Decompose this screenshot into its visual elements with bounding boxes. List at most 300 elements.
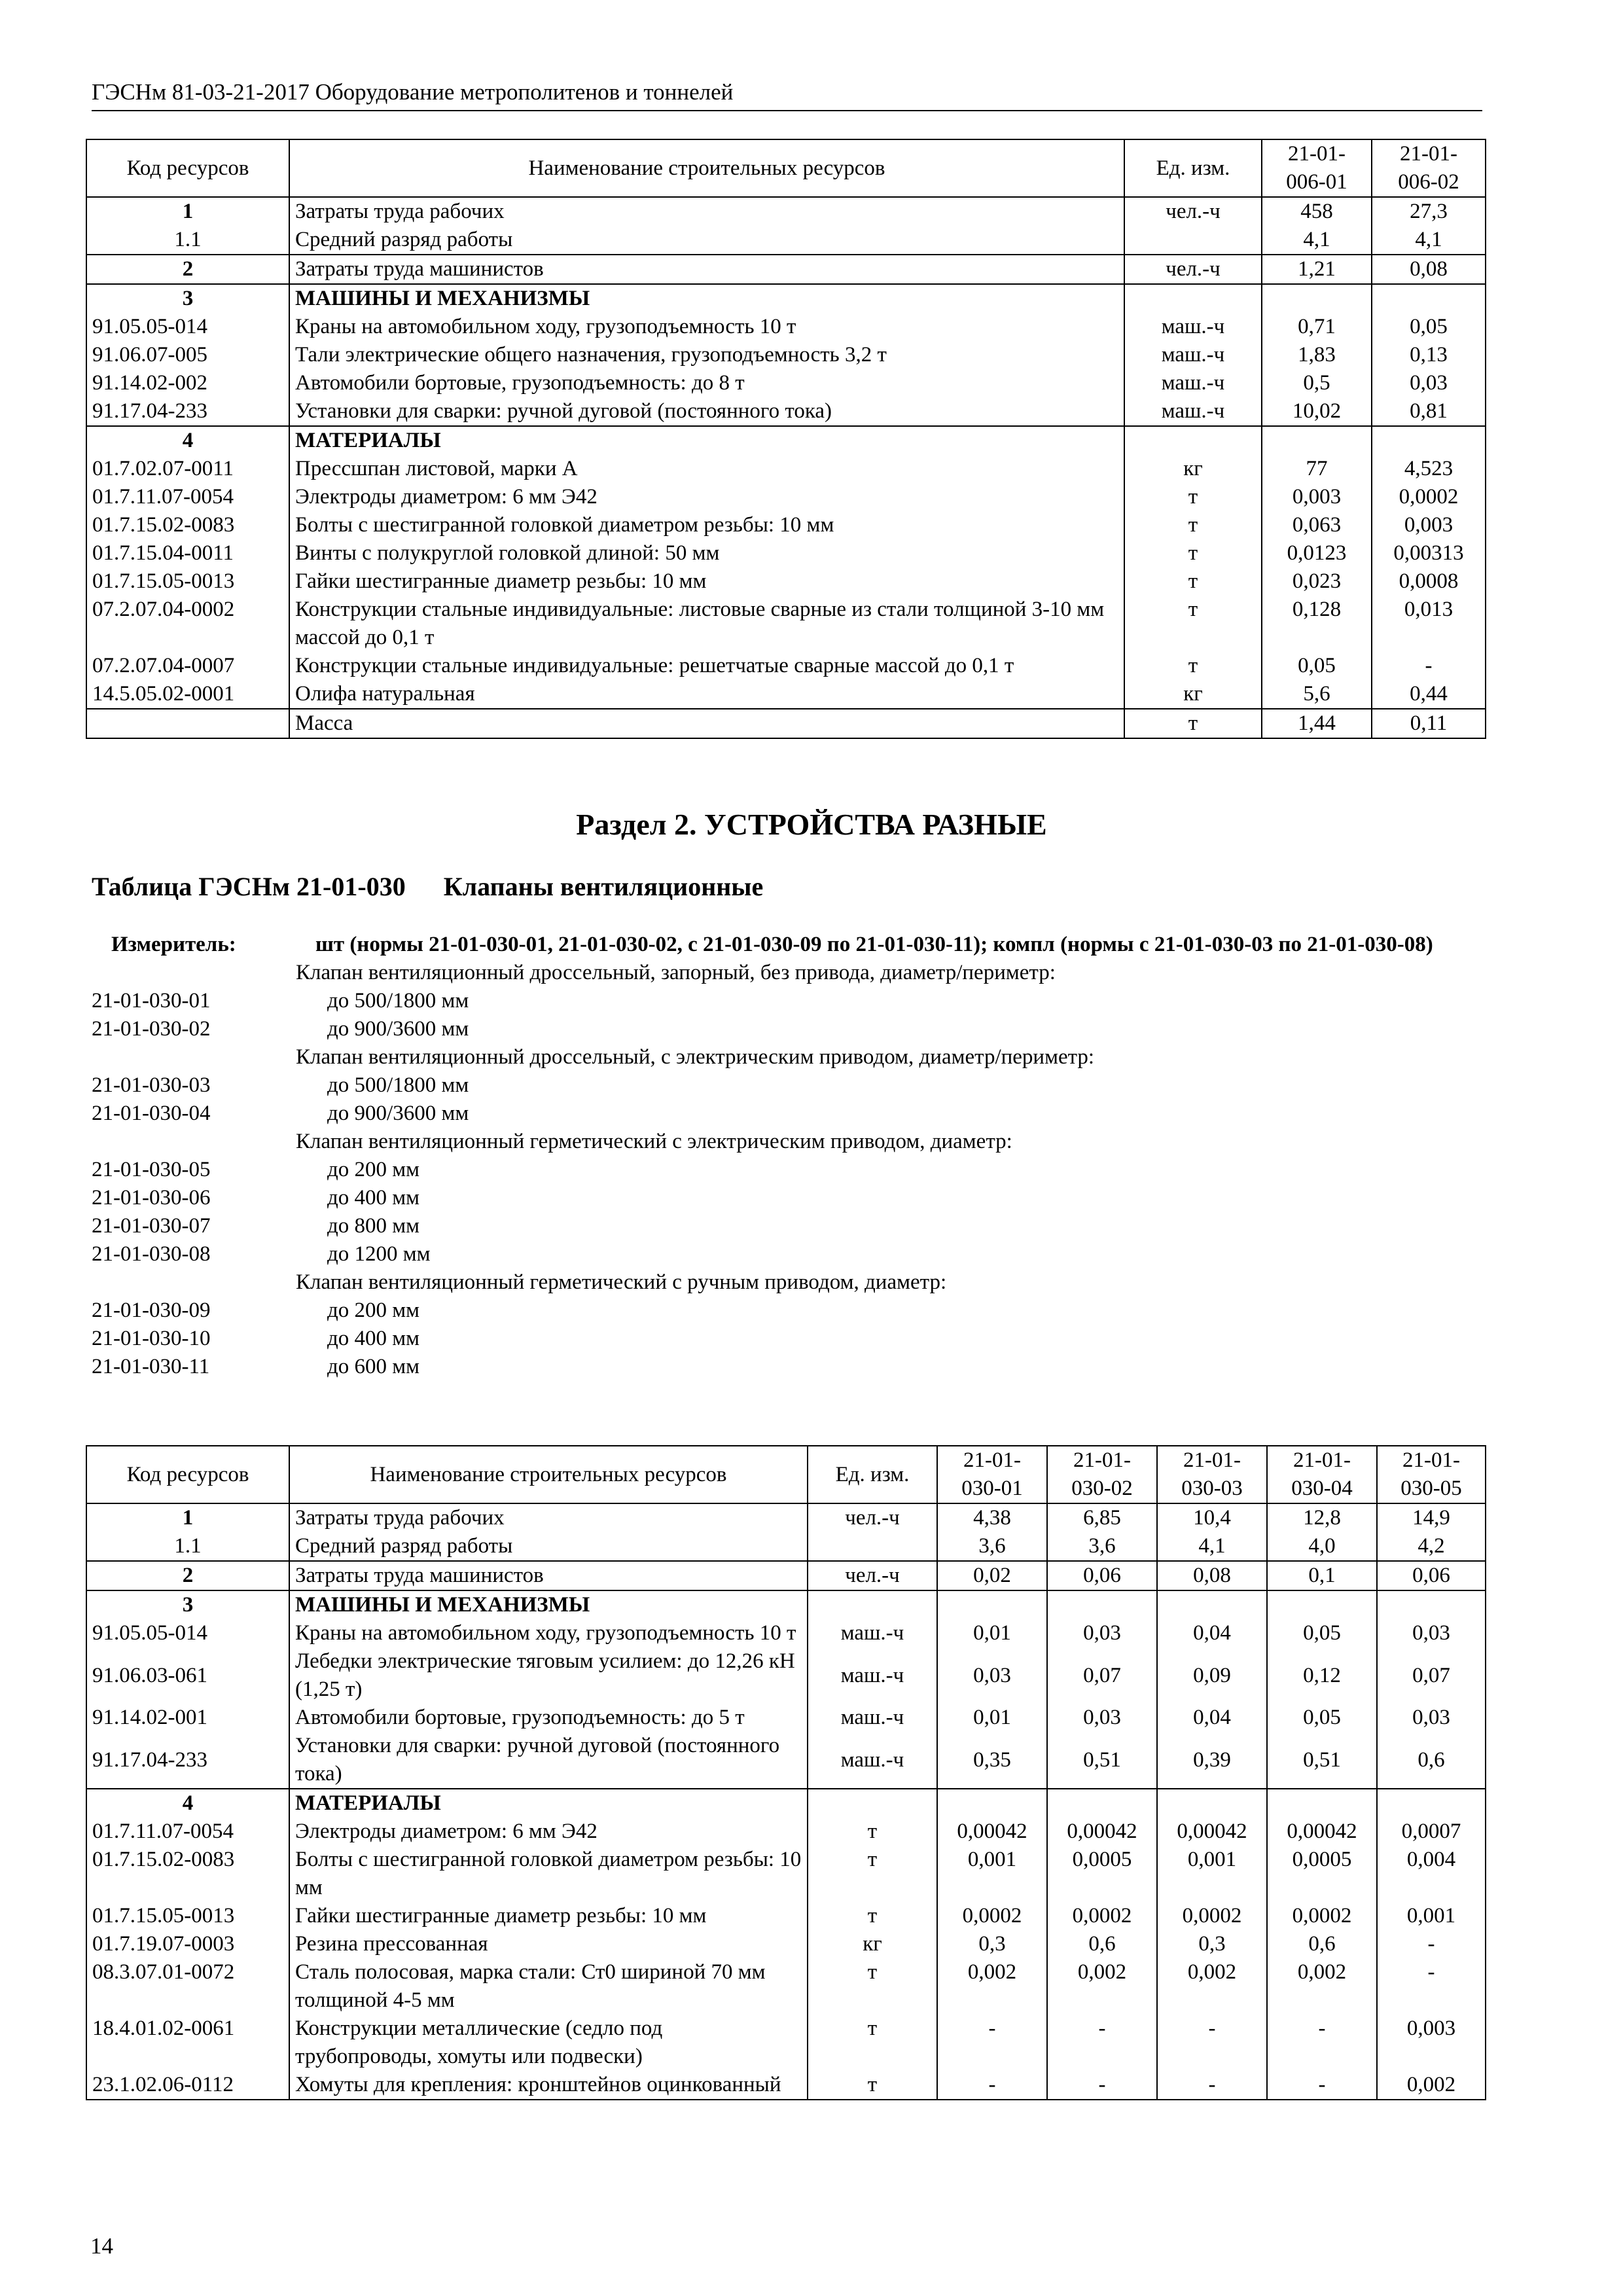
resource-value: 0,002 — [1377, 2071, 1486, 2100]
table-row — [86, 341, 1486, 369]
table-code: Таблица ГЭСНм 21-01-030 — [92, 872, 406, 901]
resource-name: Тали электрические общего назначения, грузоподъемность 3,2 т — [289, 341, 1124, 369]
resource-value: 458 — [1262, 197, 1372, 226]
resource-value: - — [937, 2015, 1047, 2071]
resource-value: 0,00042 — [1157, 1818, 1267, 1846]
resource-code: 18.4.01.02-0061 — [86, 2015, 289, 2071]
resource-value: 4,1 — [1372, 226, 1486, 255]
resource-code: 2 — [86, 255, 289, 284]
resource-name: Затраты труда рабочих — [289, 1503, 808, 1532]
resource-value: 10,4 — [1157, 1503, 1267, 1532]
header-norm: 21-01- 030-01 — [937, 1446, 1047, 1503]
resource-value: 0,06 — [1377, 1561, 1486, 1590]
resource-unit: маш.-ч — [1124, 313, 1262, 341]
table-row — [86, 284, 1486, 313]
resource-code: 91.17.04-233 — [86, 1732, 289, 1789]
resource-value: - — [1377, 1958, 1486, 2015]
resource-value: - — [1372, 652, 1486, 680]
measure-block — [92, 931, 1486, 1381]
resource-value: 0,05 — [1262, 652, 1372, 680]
table-row — [86, 313, 1486, 341]
resource-name: Хомуты для крепления: кронштейнов оцинкованный — [289, 2071, 808, 2100]
resource-code: 08.3.07.01-0072 — [86, 1958, 289, 2015]
norm-code: 21-01-030-02 — [92, 1017, 211, 1041]
table-name: Клапаны вентиляционные — [443, 872, 764, 901]
resource-code: 91.17.04-233 — [86, 397, 289, 426]
norm-description: до 600 мм — [327, 1355, 420, 1378]
resource-unit: чел.-ч — [1124, 255, 1262, 284]
measure-item — [92, 1071, 1486, 1100]
resource-value: 0,05 — [1267, 1704, 1377, 1732]
measure-item — [92, 1353, 1486, 1381]
norm-code: 21-01-030-05 — [92, 1158, 211, 1181]
resource-value: 0,00042 — [1047, 1818, 1157, 1846]
table-row — [86, 1789, 1486, 1818]
resource-value: 0,0005 — [1267, 1846, 1377, 1902]
resource-value: 0,003 — [1377, 2015, 1486, 2071]
resource-unit — [1124, 284, 1262, 313]
table-row — [86, 680, 1486, 709]
norm-code — [92, 1268, 296, 1297]
header-norm: 21-01- 030-02 — [1047, 1446, 1157, 1503]
resource-unit: кг — [1124, 680, 1262, 709]
resource-code: 91.05.05-014 — [86, 313, 289, 341]
norm-code: 21-01-030-08 — [92, 1242, 211, 1266]
resource-value: 4,1 — [1157, 1532, 1267, 1561]
measure-item — [92, 1184, 1486, 1212]
resource-name: Конструкции металлические (седло под трубопроводы, хомуты или подвески) — [289, 2015, 808, 2071]
resource-value — [1267, 1789, 1377, 1818]
resource-value: 4,0 — [1267, 1532, 1377, 1561]
header-code: Код ресурсов — [86, 1446, 289, 1503]
table-row — [86, 1732, 1486, 1789]
resource-value: 0,001 — [1377, 1902, 1486, 1930]
resource-name: Прессшпан листовой, марки А — [289, 455, 1124, 483]
measure-item — [92, 1015, 1486, 1043]
table-row — [86, 426, 1486, 455]
resource-code: 01.7.19.07-0003 — [86, 1930, 289, 1958]
resource-value — [1262, 284, 1372, 313]
resource-value: 0,0002 — [1372, 483, 1486, 511]
resource-unit — [1124, 426, 1262, 455]
table-row — [86, 2015, 1486, 2071]
resource-value: 0,06 — [1047, 1561, 1157, 1590]
norm-code: 21-01-030-10 — [92, 1327, 211, 1350]
resource-name: Автомобили бортовые, грузоподъемность: до 8 т — [289, 369, 1124, 397]
resource-value: 0,08 — [1157, 1561, 1267, 1590]
table-row — [86, 1902, 1486, 1930]
table-row — [86, 483, 1486, 511]
resource-unit: чел.-ч — [808, 1561, 937, 1590]
resource-code: 07.2.07.04-0002 — [86, 596, 289, 652]
resource-value: 0,04 — [1157, 1619, 1267, 1647]
norm-description: Клапан вентиляционный герметический с электрическим приводом, диаметр: — [296, 1130, 1012, 1153]
resource-value — [937, 1590, 1047, 1619]
resource-unit: т — [1124, 709, 1262, 738]
resource-value: 0,71 — [1262, 313, 1372, 341]
resource-name: Краны на автомобильном ходу, грузоподъемность 10 т — [289, 1619, 808, 1647]
norm-description: до 200 мм — [327, 1299, 420, 1322]
resource-value: 3,6 — [937, 1532, 1047, 1561]
resource-value: 3,6 — [1047, 1532, 1157, 1561]
norm-code: 21-01-030-09 — [92, 1299, 211, 1322]
resource-code: 1.1 — [86, 1532, 289, 1561]
resource-value: 4,2 — [1377, 1532, 1486, 1561]
resource-value: 0,5 — [1262, 369, 1372, 397]
resource-code — [86, 709, 289, 738]
resource-value: 5,6 — [1262, 680, 1372, 709]
norm-description: Клапан вентиляционный дроссельный, запорный, без привода, диаметр/периметр: — [296, 961, 1056, 984]
resource-code: 01.7.11.07-0054 — [86, 1818, 289, 1846]
resource-value — [1377, 1789, 1486, 1818]
resource-value: 0,002 — [1157, 1958, 1267, 2015]
resource-name: Средний разряд работы — [289, 226, 1124, 255]
resource-name: Винты с полукруглой головкой длиной: 50 мм — [289, 539, 1124, 567]
resource-value: - — [1157, 2071, 1267, 2100]
resource-value: - — [1267, 2071, 1377, 2100]
resource-value: 0,03 — [1377, 1619, 1486, 1647]
header-norm: 21-01- 006-02 — [1372, 139, 1486, 197]
resource-value: 0,09 — [1157, 1647, 1267, 1704]
page-number: 14 — [90, 2233, 113, 2259]
resource-name: МАШИНЫ И МЕХАНИЗМЫ — [289, 1590, 808, 1619]
resource-unit: маш.-ч — [808, 1619, 937, 1647]
norm-description: до 400 мм — [327, 1327, 420, 1350]
resource-name: Средний разряд работы — [289, 1532, 808, 1561]
resource-value: 0,3 — [937, 1930, 1047, 1958]
norm-code — [92, 959, 296, 987]
measure-text: шт (нормы 21-01-030-01, 21-01-030-02, с 21-01-030-09 по 21-01-030-11); компл (нормы с 21-01-030-03 по 21-01-030-08) — [315, 933, 1433, 956]
resource-unit: т — [1124, 511, 1262, 539]
resource-name: Установки для сварки: ручной дуговой (постоянного тока) — [289, 1732, 808, 1789]
resource-name: Болты с шестигранной головкой диаметром резьбы: 10 мм — [289, 511, 1124, 539]
measure-item — [92, 1212, 1486, 1240]
resource-value: 0,13 — [1372, 341, 1486, 369]
table-row — [86, 1930, 1486, 1958]
resource-code: 91.06.07-005 — [86, 341, 289, 369]
norm-code — [92, 1043, 296, 1071]
header-unit: Ед. изм. — [808, 1446, 937, 1503]
resource-value: 0,001 — [937, 1846, 1047, 1902]
resource-value: 1,44 — [1262, 709, 1372, 738]
resource-name: Гайки шестигранные диаметр резьбы: 10 мм — [289, 567, 1124, 596]
running-header: ГЭСНм 81-03-21-2017 Оборудование метрополитенов и тоннелей — [92, 77, 1482, 111]
resource-unit — [808, 1590, 937, 1619]
table-row — [86, 709, 1486, 738]
resource-name: Конструкции стальные индивидуальные: решетчатые сварные массой до 0,1 т — [289, 652, 1124, 680]
resource-value: 0,81 — [1372, 397, 1486, 426]
resource-value: 0,004 — [1377, 1846, 1486, 1902]
resource-code: 01.7.15.02-0083 — [86, 511, 289, 539]
resource-value: 0,128 — [1262, 596, 1372, 652]
resource-table-006 — [86, 139, 1486, 739]
resource-name: Сталь полосовая, марка стали: Ст0 шириной 70 мм толщиной 4-5 мм — [289, 1958, 808, 2015]
resource-code: 01.7.02.07-0011 — [86, 455, 289, 483]
table-row — [86, 511, 1486, 539]
resource-code: 01.7.11.07-0054 — [86, 483, 289, 511]
resource-code: 01.7.15.05-0013 — [86, 567, 289, 596]
resource-unit: чел.-ч — [1124, 197, 1262, 226]
resource-value: 0,0002 — [1157, 1902, 1267, 1930]
header-unit: Ед. изм. — [1124, 139, 1262, 197]
resource-value: 0,02 — [937, 1561, 1047, 1590]
resource-unit: кг — [808, 1930, 937, 1958]
resource-value: 0,03 — [1047, 1619, 1157, 1647]
resource-value: - — [937, 2071, 1047, 2100]
resource-unit: чел.-ч — [808, 1503, 937, 1532]
table-row — [86, 197, 1486, 226]
resource-value: 10,02 — [1262, 397, 1372, 426]
resource-name: Болты с шестигранной головкой диаметром резьбы: 10 мм — [289, 1846, 808, 1902]
measure-label: Измеритель: — [111, 933, 236, 956]
section-title: Раздел 2. УСТРОЙСТВА РАЗНЫЕ — [576, 808, 1047, 841]
resource-name: МАТЕРИАЛЫ — [289, 426, 1124, 455]
norm-code: 21-01-030-04 — [92, 1102, 211, 1125]
norm-description: до 800 мм — [327, 1214, 420, 1238]
resource-value: 27,3 — [1372, 197, 1486, 226]
table-row — [86, 539, 1486, 567]
header-norm: 21-01- 030-05 — [1377, 1446, 1486, 1503]
resource-value: 0,05 — [1372, 313, 1486, 341]
measure-item — [92, 1268, 1486, 1297]
table-row — [86, 567, 1486, 596]
measure-item — [92, 959, 1486, 987]
resource-value: 12,8 — [1267, 1503, 1377, 1532]
resource-unit: т — [808, 2071, 937, 2100]
resource-value: 0,0002 — [1047, 1902, 1157, 1930]
table-row — [86, 255, 1486, 284]
resource-value: 0,01 — [937, 1704, 1047, 1732]
resource-code: 2 — [86, 1561, 289, 1590]
norm-description: до 900/3600 мм — [327, 1017, 469, 1041]
measure-item — [92, 1128, 1486, 1156]
resource-value: 0,03 — [1372, 369, 1486, 397]
resource-value: 1,21 — [1262, 255, 1372, 284]
resource-name: Затраты труда рабочих — [289, 197, 1124, 226]
resource-value: 0,07 — [1047, 1647, 1157, 1704]
resource-name: Электроды диаметром: 6 мм Э42 — [289, 1818, 808, 1846]
norm-description: Клапан вентиляционный дроссельный, с электрическим приводом, диаметр/периметр: — [296, 1045, 1095, 1069]
resource-name: Масса — [289, 709, 1124, 738]
resource-value: 0,002 — [1267, 1958, 1377, 2015]
table-row — [86, 1647, 1486, 1704]
resource-name: Краны на автомобильном ходу, грузоподъемность 10 т — [289, 313, 1124, 341]
resource-name: Затраты труда машинистов — [289, 1561, 808, 1590]
table-row — [86, 1503, 1486, 1532]
table-row — [86, 226, 1486, 255]
resource-unit: маш.-ч — [808, 1732, 937, 1789]
resource-value — [1372, 284, 1486, 313]
table-row — [86, 397, 1486, 426]
resource-unit: т — [1124, 596, 1262, 652]
resource-unit: т — [808, 1846, 937, 1902]
resource-value: - — [1377, 1930, 1486, 1958]
norm-code — [92, 1128, 296, 1156]
resource-value: 14,9 — [1377, 1503, 1486, 1532]
resource-value: 0,03 — [937, 1647, 1047, 1704]
resource-value: - — [1157, 2015, 1267, 2071]
norm-code: 21-01-030-03 — [92, 1073, 211, 1097]
measure-item — [92, 1297, 1486, 1325]
resource-code: 01.7.15.04-0011 — [86, 539, 289, 567]
measure-row — [92, 931, 1486, 959]
resource-unit: т — [808, 1902, 937, 1930]
resource-value: 4,38 — [937, 1503, 1047, 1532]
resource-value: 0,03 — [1377, 1704, 1486, 1732]
resource-value: 0,0002 — [1267, 1902, 1377, 1930]
table-row — [86, 1561, 1486, 1590]
resource-unit: т — [1124, 567, 1262, 596]
resource-value: 0,05 — [1267, 1619, 1377, 1647]
resource-value: 0,1 — [1267, 1561, 1377, 1590]
resource-value: 0,6 — [1377, 1732, 1486, 1789]
resource-value — [1372, 426, 1486, 455]
resource-unit: маш.-ч — [808, 1647, 937, 1704]
measure-item — [92, 1100, 1486, 1128]
resource-value: 0,07 — [1377, 1647, 1486, 1704]
resource-value: 0,39 — [1157, 1732, 1267, 1789]
resource-value — [937, 1789, 1047, 1818]
resource-unit — [808, 1789, 937, 1818]
norm-code: 21-01-030-06 — [92, 1186, 211, 1210]
resource-value: 0,001 — [1157, 1846, 1267, 1902]
resource-unit — [1124, 226, 1262, 255]
resource-value: 0,08 — [1372, 255, 1486, 284]
measure-item — [92, 1156, 1486, 1184]
header-norm: 21-01- 006-01 — [1262, 139, 1372, 197]
measure-item — [92, 1240, 1486, 1268]
resource-value: 0,01 — [937, 1619, 1047, 1647]
resource-code: 3 — [86, 1590, 289, 1619]
resource-value: - — [1267, 2015, 1377, 2071]
resource-code: 07.2.07.04-0007 — [86, 652, 289, 680]
resource-value — [1047, 1789, 1157, 1818]
resource-name: МАШИНЫ И МЕХАНИЗМЫ — [289, 284, 1124, 313]
norm-description: до 900/3600 мм — [327, 1102, 469, 1125]
resource-code: 91.14.02-001 — [86, 1704, 289, 1732]
resource-name: Гайки шестигранные диаметр резьбы: 10 мм — [289, 1902, 808, 1930]
table-title — [92, 870, 763, 903]
resource-value: 0,002 — [1047, 1958, 1157, 2015]
table-row — [86, 2071, 1486, 2100]
resource-unit: маш.-ч — [1124, 397, 1262, 426]
norm-description: Клапан вентиляционный герметический с ручным приводом, диаметр: — [296, 1270, 947, 1294]
resource-value: 0,03 — [1047, 1704, 1157, 1732]
resource-value: 0,003 — [1262, 483, 1372, 511]
resource-value: 4,1 — [1262, 226, 1372, 255]
resource-unit: маш.-ч — [1124, 369, 1262, 397]
table-row — [86, 596, 1486, 652]
resource-value — [1262, 426, 1372, 455]
resource-value: 0,44 — [1372, 680, 1486, 709]
resource-unit: т — [808, 1818, 937, 1846]
resource-value: 0,51 — [1267, 1732, 1377, 1789]
resource-value: 0,0007 — [1377, 1818, 1486, 1846]
table-row — [86, 1532, 1486, 1561]
table-row — [86, 1818, 1486, 1846]
header-norm: 21-01- 030-04 — [1267, 1446, 1377, 1503]
resource-name: Лебедки электрические тяговым усилием: до 12,26 кН (1,25 т) — [289, 1647, 808, 1704]
resource-value: 0,11 — [1372, 709, 1486, 738]
measure-item — [92, 1043, 1486, 1071]
resource-value: 0,6 — [1267, 1930, 1377, 1958]
norm-code: 21-01-030-07 — [92, 1214, 211, 1238]
resource-code: 1.1 — [86, 226, 289, 255]
resource-value — [1157, 1590, 1267, 1619]
table-row — [86, 1704, 1486, 1732]
resource-code: 23.1.02.06-0112 — [86, 2071, 289, 2100]
norm-code: 21-01-030-11 — [92, 1355, 210, 1378]
resource-value: - — [1047, 2015, 1157, 2071]
table-row — [86, 369, 1486, 397]
resource-name: Установки для сварки: ручной дуговой (постоянного тока) — [289, 397, 1124, 426]
resource-value: 0,0123 — [1262, 539, 1372, 567]
resource-value: 0,04 — [1157, 1704, 1267, 1732]
resource-value: 0,51 — [1047, 1732, 1157, 1789]
resource-value: 6,85 — [1047, 1503, 1157, 1532]
resource-value — [1377, 1590, 1486, 1619]
resource-value: 0,002 — [937, 1958, 1047, 2015]
resource-value: 0,00042 — [937, 1818, 1047, 1846]
resource-unit — [808, 1532, 937, 1561]
header-name: Наименование строительных ресурсов — [289, 1446, 808, 1503]
resource-name: Электроды диаметром: 6 мм Э42 — [289, 483, 1124, 511]
table-row — [86, 1590, 1486, 1619]
resource-code: 91.14.02-002 — [86, 369, 289, 397]
resource-unit: т — [808, 2015, 937, 2071]
resource-unit: маш.-ч — [808, 1704, 937, 1732]
resource-code: 1 — [86, 1503, 289, 1532]
resource-code: 4 — [86, 1789, 289, 1818]
resource-code: 01.7.15.05-0013 — [86, 1902, 289, 1930]
resource-value: 0,00313 — [1372, 539, 1486, 567]
measure-item — [92, 1325, 1486, 1353]
resource-table-030 — [86, 1445, 1486, 2100]
resource-value: 0,35 — [937, 1732, 1047, 1789]
resource-code: 91.05.05-014 — [86, 1619, 289, 1647]
table-row — [86, 1958, 1486, 2015]
measure-item — [92, 987, 1486, 1015]
resource-name: МАТЕРИАЛЫ — [289, 1789, 808, 1818]
resource-value: 0,6 — [1047, 1930, 1157, 1958]
resource-name: Олифа натуральная — [289, 680, 1124, 709]
resource-unit: т — [1124, 539, 1262, 567]
resource-value: 0,013 — [1372, 596, 1486, 652]
norm-description: до 1200 мм — [327, 1242, 431, 1266]
table-row — [86, 1846, 1486, 1902]
resource-unit: т — [808, 1958, 937, 2015]
norm-description: до 500/1800 мм — [327, 1073, 469, 1097]
resource-value: 0,00042 — [1267, 1818, 1377, 1846]
resource-value: 0,0005 — [1047, 1846, 1157, 1902]
norm-description: до 200 мм — [327, 1158, 420, 1181]
resource-value: 77 — [1262, 455, 1372, 483]
norm-description: до 500/1800 мм — [327, 989, 469, 1013]
table-row — [86, 455, 1486, 483]
table-row — [86, 652, 1486, 680]
resource-unit: кг — [1124, 455, 1262, 483]
resource-value — [1157, 1789, 1267, 1818]
norm-code: 21-01-030-01 — [92, 989, 211, 1013]
resource-value: 0,3 — [1157, 1930, 1267, 1958]
header-code: Код ресурсов — [86, 139, 289, 197]
resource-name: Конструкции стальные индивидуальные: листовые сварные из стали толщиной 3-10 мм массой до 0,1 т — [289, 596, 1124, 652]
resource-value: 0,003 — [1372, 511, 1486, 539]
table-row — [86, 1619, 1486, 1647]
resource-value: 0,063 — [1262, 511, 1372, 539]
resource-unit: т — [1124, 483, 1262, 511]
header-norm: 21-01- 030-03 — [1157, 1446, 1267, 1503]
